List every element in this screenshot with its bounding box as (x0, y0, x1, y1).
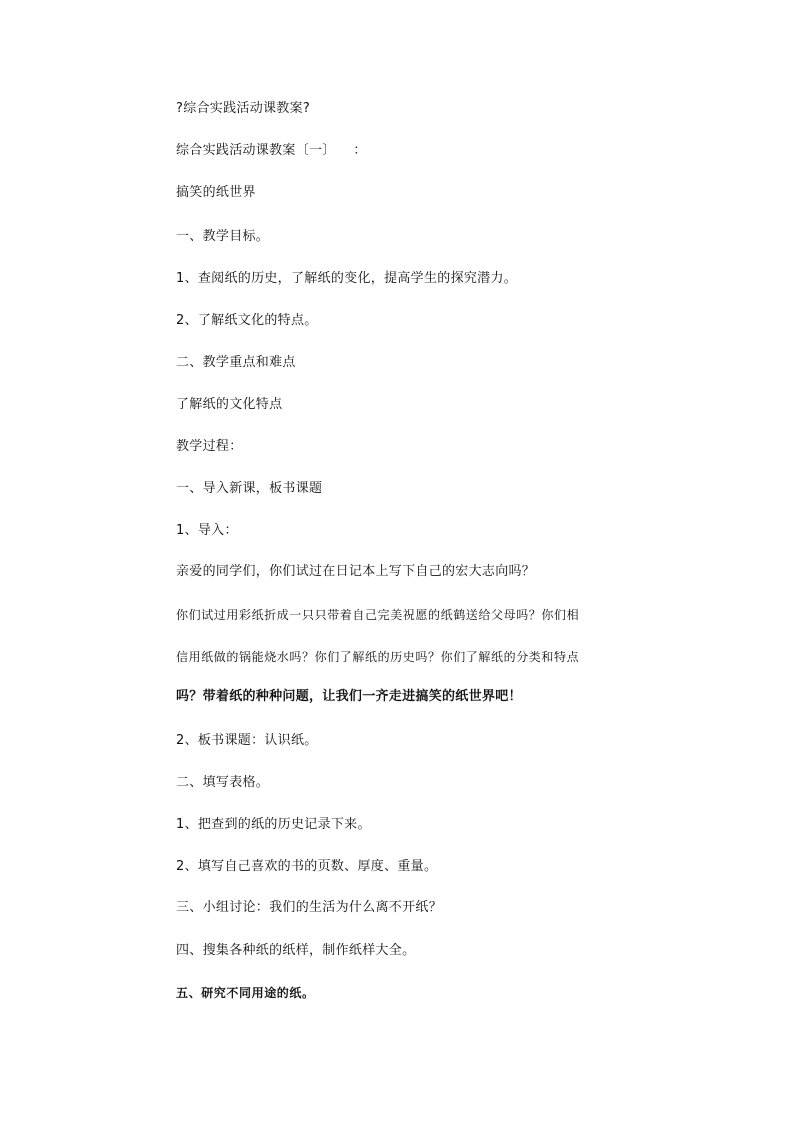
paragraph-line: 吗？带着纸的种种问题，让我们一齐走进搞笑的纸世界吧！ (176, 689, 522, 704)
objective-item: 2、了解纸文化的特点。 (176, 313, 318, 328)
step-heading: 四、搜集各种纸的纸样，制作纸样大全。 (176, 943, 416, 958)
lesson-plan-heading: 综合实践活动课教案〔一〕 ： (176, 143, 367, 158)
paragraph-line: 信用纸做的锅能烧水吗？你们了解纸的历史吗？你们了解纸的分类和特点 (176, 650, 580, 664)
step-heading: 一、导入新课，板书课题 (176, 481, 323, 496)
step-heading: 二、填写表格。 (176, 775, 270, 790)
step-item: 1、把查到的纸的历史记录下来。 (176, 817, 371, 832)
document-title: ?综合实践活动课教案? (176, 101, 311, 116)
step-heading: 三、小组讨论：我们的生活为什么离不开纸？ (176, 900, 443, 915)
section-heading-objectives: 一、教学目标。 (176, 229, 270, 244)
objective-item: 1、查阅纸的历史，了解纸的变化，提高学生的探究潜力。 (176, 271, 518, 286)
paragraph-line: 亲爱的同学们，你们试过在日记本上写下自己的宏大志向吗？ (176, 564, 536, 579)
paragraph-line: 你们试过用彩纸折成一只只带着自己完美祝愿的纸鹤送给父母吗？你们相 (176, 608, 580, 622)
key-point-text: 了解纸的文化特点 (176, 397, 283, 412)
section-heading-process: 教学过程： (176, 439, 243, 454)
step-heading: 五、研究不同用途的纸。 (176, 986, 315, 1000)
lesson-topic: 搞笑的纸世界 (176, 185, 256, 200)
step-item: 2、填写自己喜欢的书的页数、厚度、重量。 (176, 859, 438, 874)
step-item: 2、板书课题：认识纸。 (176, 733, 318, 748)
section-heading-key-points: 二、教学重点和难点 (176, 355, 296, 370)
step-item: 1、导入： (176, 523, 238, 538)
